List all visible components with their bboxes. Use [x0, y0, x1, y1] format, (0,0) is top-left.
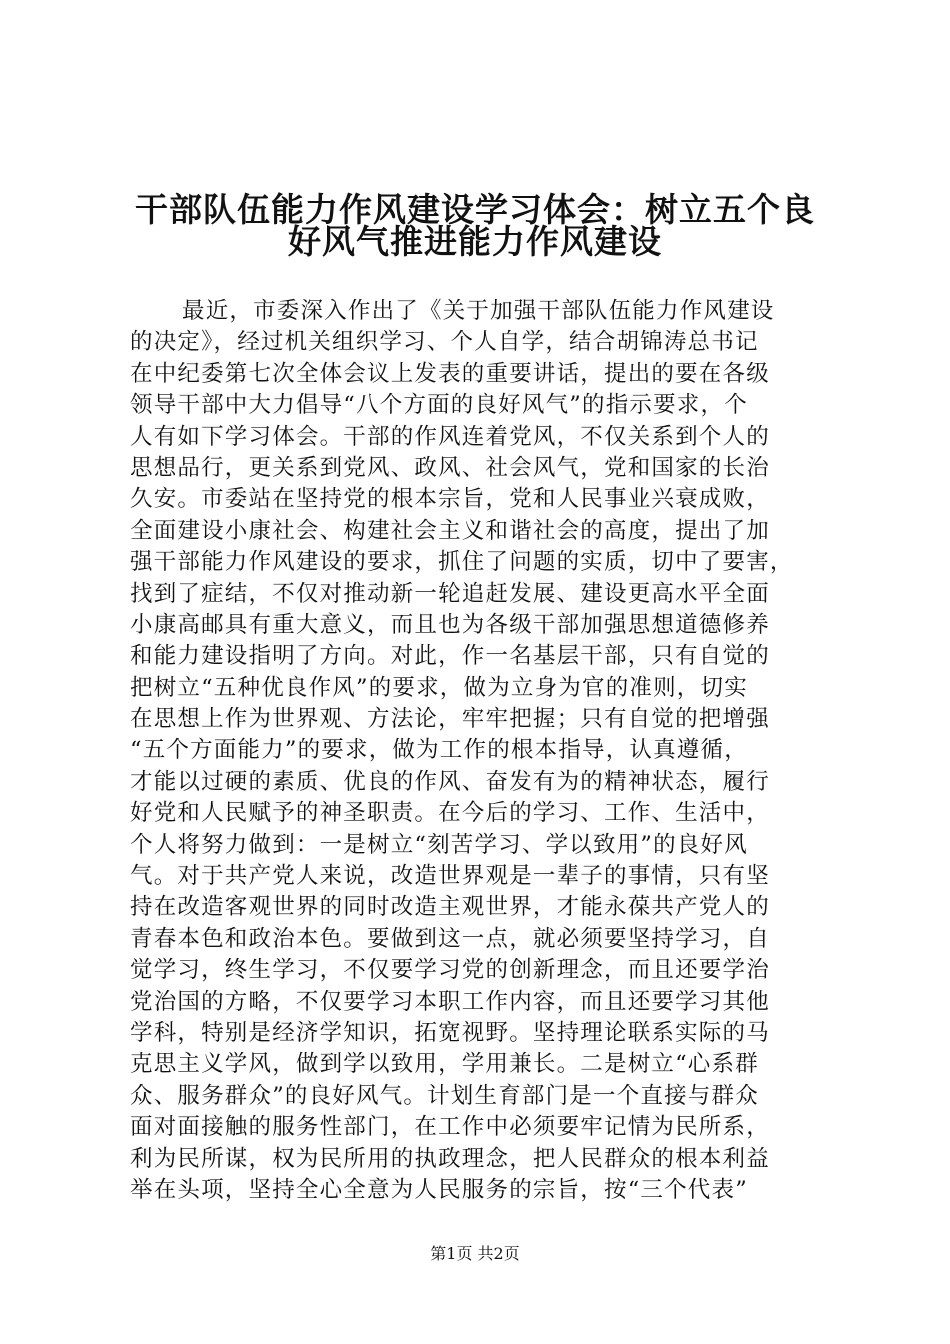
body-line: 人有如下学习体会。干部的作风连着党风，不仅关系到个人的: [130, 423, 770, 450]
body-line: 思想品行，更关系到党风、政风、社会风气，党和国家的长治: [130, 454, 770, 481]
body-line: 的决定》，经过机关组织学习、个人自学，结合胡锦涛总书记: [130, 329, 759, 356]
body-line: 党治国的方略，不仅要学习本职工作内容，而且还要学习其他: [130, 988, 770, 1015]
body-line: 最近，市委深入作出了《关于加强干部队伍能力作风建设: [182, 298, 775, 324]
body-line: 气。对于共产党人来说，改造世界观是一辈子的事情，只有坚: [130, 863, 770, 890]
document-title-line-2: 好风气推进能力作风建设: [288, 222, 662, 261]
body-line: 举在头项，坚持全心全意为人民服务的宗旨，按“三个代表”: [130, 1176, 748, 1203]
body-line: 强干部能力作风建设的要求，抓住了问题的实质，切中了要害，: [130, 549, 794, 576]
body-line: 全面建设小康社会、构建社会主义和谐社会的高度，提出了加: [130, 517, 770, 544]
body-line: 学科，特别是经济学知识，拓宽视野。坚持理论联系实际的马: [130, 1019, 770, 1046]
document-title-line-1: 干部队伍能力作风建设学习体会：树立五个良: [135, 190, 815, 229]
page-footer: 第1页 共2页: [430, 1244, 520, 1263]
body-line: 众、服务群众”的良好风气。计划生育部门是一个直接与群众: [130, 1082, 759, 1109]
body-line: 觉学习，终生学习，不仅要学习党的创新理念，而且还要学治: [130, 957, 770, 984]
body-line: 面对面接触的服务性部门，在工作中必须要牢记情为民所系，: [130, 1114, 770, 1141]
body-line: 在中纪委第七次全体会议上发表的重要讲话，提出的要在各级: [130, 360, 770, 387]
body-line: 小康高邮具有重大意义，而且也为各级干部加强思想道德修养: [130, 611, 770, 638]
body-line: “五个方面能力”的要求，做为工作的根本指导，认真遵循，: [130, 737, 748, 764]
body-line: 青春本色和政治本色。要做到这一点，就必须要坚持学习，自: [130, 925, 770, 952]
document-body: [130, 296, 830, 1206]
body-line: 把树立“五种优良作风”的要求，做为立身为官的准则，切实: [130, 674, 748, 701]
body-line: 好党和人民赋予的神圣职责。在今后的学习、工作、生活中，: [130, 800, 770, 827]
body-line: 克思主义学风，做到学以致用，学用兼长。二是树立“心系群: [130, 1051, 759, 1078]
body-line: 找到了症结，不仅对推动新一轮追赶发展、建设更高水平全面: [130, 580, 770, 607]
body-line: 在思想上作为世界观、方法论，牢牢把握；只有自觉的把增强: [130, 706, 770, 733]
body-line: 利为民所谋，权为民所用的执政理念，把人民群众的根本利益: [130, 1145, 770, 1172]
body-line: 才能以过硬的素质、优良的作风、奋发有为的精神状态，履行: [130, 768, 770, 795]
body-line: 持在改造客观世界的同时改造主观世界，才能永葆共产党人的: [130, 894, 770, 921]
body-line: 领导干部中大力倡导“八个方面的良好风气”的指示要求，个: [130, 392, 748, 419]
body-line: 个人将努力做到：一是树立“刻苦学习、学以致用”的良好风: [130, 831, 748, 858]
body-line: 久安。市委站在坚持党的根本宗旨，党和人民事业兴衰成败，: [130, 486, 770, 513]
body-line: 和能力建设指明了方向。对此，作一名基层干部，只有自觉的: [130, 643, 770, 670]
